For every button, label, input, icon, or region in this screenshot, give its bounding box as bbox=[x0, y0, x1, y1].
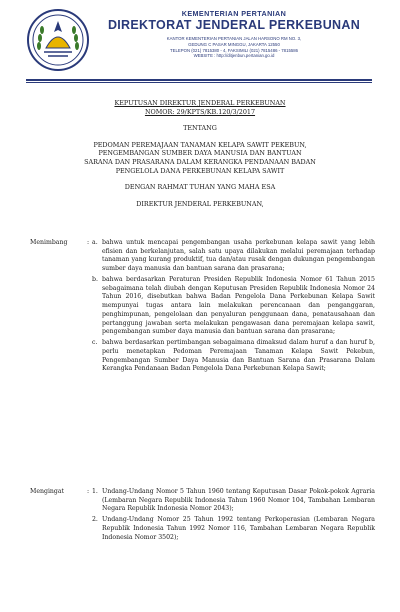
subject-line: PEDOMAN PEREMAJAAN TANAMAN KELAPA SAWIT PEKEBUN, bbox=[93, 140, 307, 149]
ministry-name: KEMENTERIAN PERTANIAN bbox=[181, 9, 287, 18]
list-item bbox=[92, 276, 375, 337]
address-line: WEBSITE : http://ditjenbun.pertanian.go.id bbox=[193, 53, 275, 59]
letterhead-rule-thin bbox=[26, 82, 372, 83]
section-label: Menimbang bbox=[30, 239, 68, 246]
list-item bbox=[92, 239, 375, 274]
section-colon: : bbox=[87, 239, 90, 246]
address-line: KANTOR KEMENTERIAN PERTANIAN JALAN HARSONO RM NO. 3, bbox=[166, 36, 302, 41]
mengingat-items bbox=[92, 488, 375, 545]
section-label: Mengingat bbox=[30, 488, 65, 495]
item-marker: a. bbox=[92, 239, 98, 246]
address-line: TELEPON (021) 7815380 - 4, FAKSIMILI (021) 7815486 - 7815586 bbox=[169, 47, 299, 53]
list-item bbox=[92, 488, 375, 514]
address-line: GEDUNG C PASAR MINGGU, JAKARTA 12550 bbox=[188, 41, 280, 47]
item-text: bahwa berdasarkan Peraturan Presiden Republik Indonesia Nomor 61 Tahun 2015 sebagaimana telah diubah dengan Keputusan Presiden Republik Indonesia Nomor 24 Tahun 2016, disebutkan bahwa Badan Pengelola Dana Perkebunan Kelapa Sawit mempunyai tugas antara lain melakukan perencanaan dan penganggaran, penghimpunan, pengelolaan dan penyaluran penggunaan dana, penatausahaan dan pertanggung jawaban serta melakukan pengawasan dana peremajaan kelapa sawit, pengembangan sumber daya manusia dan bantuan sarana dan prasarana; bbox=[102, 276, 375, 336]
letterhead-rule bbox=[26, 79, 372, 81]
letterhead-address bbox=[96, 36, 372, 59]
decree-title: KEPUTUSAN DIREKTUR JENDERAL PERKEBUNAN bbox=[114, 99, 286, 107]
issuing-official: DIREKTUR JENDERAL PERKEBUNAN, bbox=[136, 199, 264, 208]
blessing-line: DENGAN RAHMAT TUHAN YANG MAHA ESA bbox=[124, 183, 276, 192]
tentang-label: TENTANG bbox=[183, 124, 217, 133]
directorate-name: DIREKTORAT JENDERAL PERKEBUNAN bbox=[107, 18, 361, 32]
subject-line: PENGEMBANGAN SUMBER DAYA MANUSIA DAN BANTUAN bbox=[98, 149, 302, 158]
item-text: Undang-Undang Nomor 25 Tahun 1992 tentang Perkoperasian (Lembaran Negara Republik Indonesia Tahun 1992 Nomor 116, Tambahan Lembaran Negara Republik Indonesia Nomor 3502); bbox=[102, 516, 375, 541]
item-marker: c. bbox=[92, 339, 98, 347]
decree-number: NOMOR: 29/KPTS/KB.120/3/2017 bbox=[144, 107, 256, 116]
list-item bbox=[92, 516, 375, 542]
item-marker: 2. bbox=[92, 516, 98, 524]
menimbang-items bbox=[92, 239, 375, 376]
item-text: bahwa berdasarkan pertimbangan sebagaimana dimaksud dalam huruf a dan huruf b, perlu menetapkan Pedoman Peremajaan Tanaman Kelapa Sawit Pekebun, Pengembangan Sumber Daya Manusia dan Bantuan Sarana dan Prasarana Dalam Kerangka Pendanaan Badan Pengelola Dana Perkebunan Kelapa Sawit; bbox=[102, 339, 375, 373]
item-text: Undang-Undang Nomor 5 Tahun 1960 tentang Keputusan Dasar Pokok-pokok Agraria (Lembaran Negara Republik Indonesia Tahun 1960 Nomor 104, Tambahan Lembaran Negara Republik Indonesia Nomor 2043); bbox=[102, 488, 375, 513]
letterhead bbox=[0, 0, 400, 88]
item-marker: b. bbox=[92, 276, 98, 283]
subject-line: SARANA DAN PRASARANA DALAM KERANGKA PENDANAAN BADAN bbox=[84, 157, 316, 166]
decree-subject bbox=[30, 141, 370, 175]
section-colon: : bbox=[87, 488, 90, 495]
decree-title-block bbox=[30, 99, 370, 208]
ministry-logo bbox=[26, 8, 90, 72]
item-text: bahwa untuk mencapai pengembangan usaha perkebunan kelapa sawit yang lebih efisien dan berkelanjutan, salah satu upaya dilakukan melalui peremajaan terhadap tanaman yang kurang produktif, tua dan/atau rusak dengan dukungan pengembangan sumber daya manusia dan bantuan sarana dan prasarana; bbox=[102, 239, 375, 273]
list-item bbox=[92, 339, 375, 374]
item-marker: 1. bbox=[92, 488, 98, 495]
subject-line: PENGELOLA DANA PERKEBUNAN KELAPA SAWIT bbox=[115, 166, 285, 175]
